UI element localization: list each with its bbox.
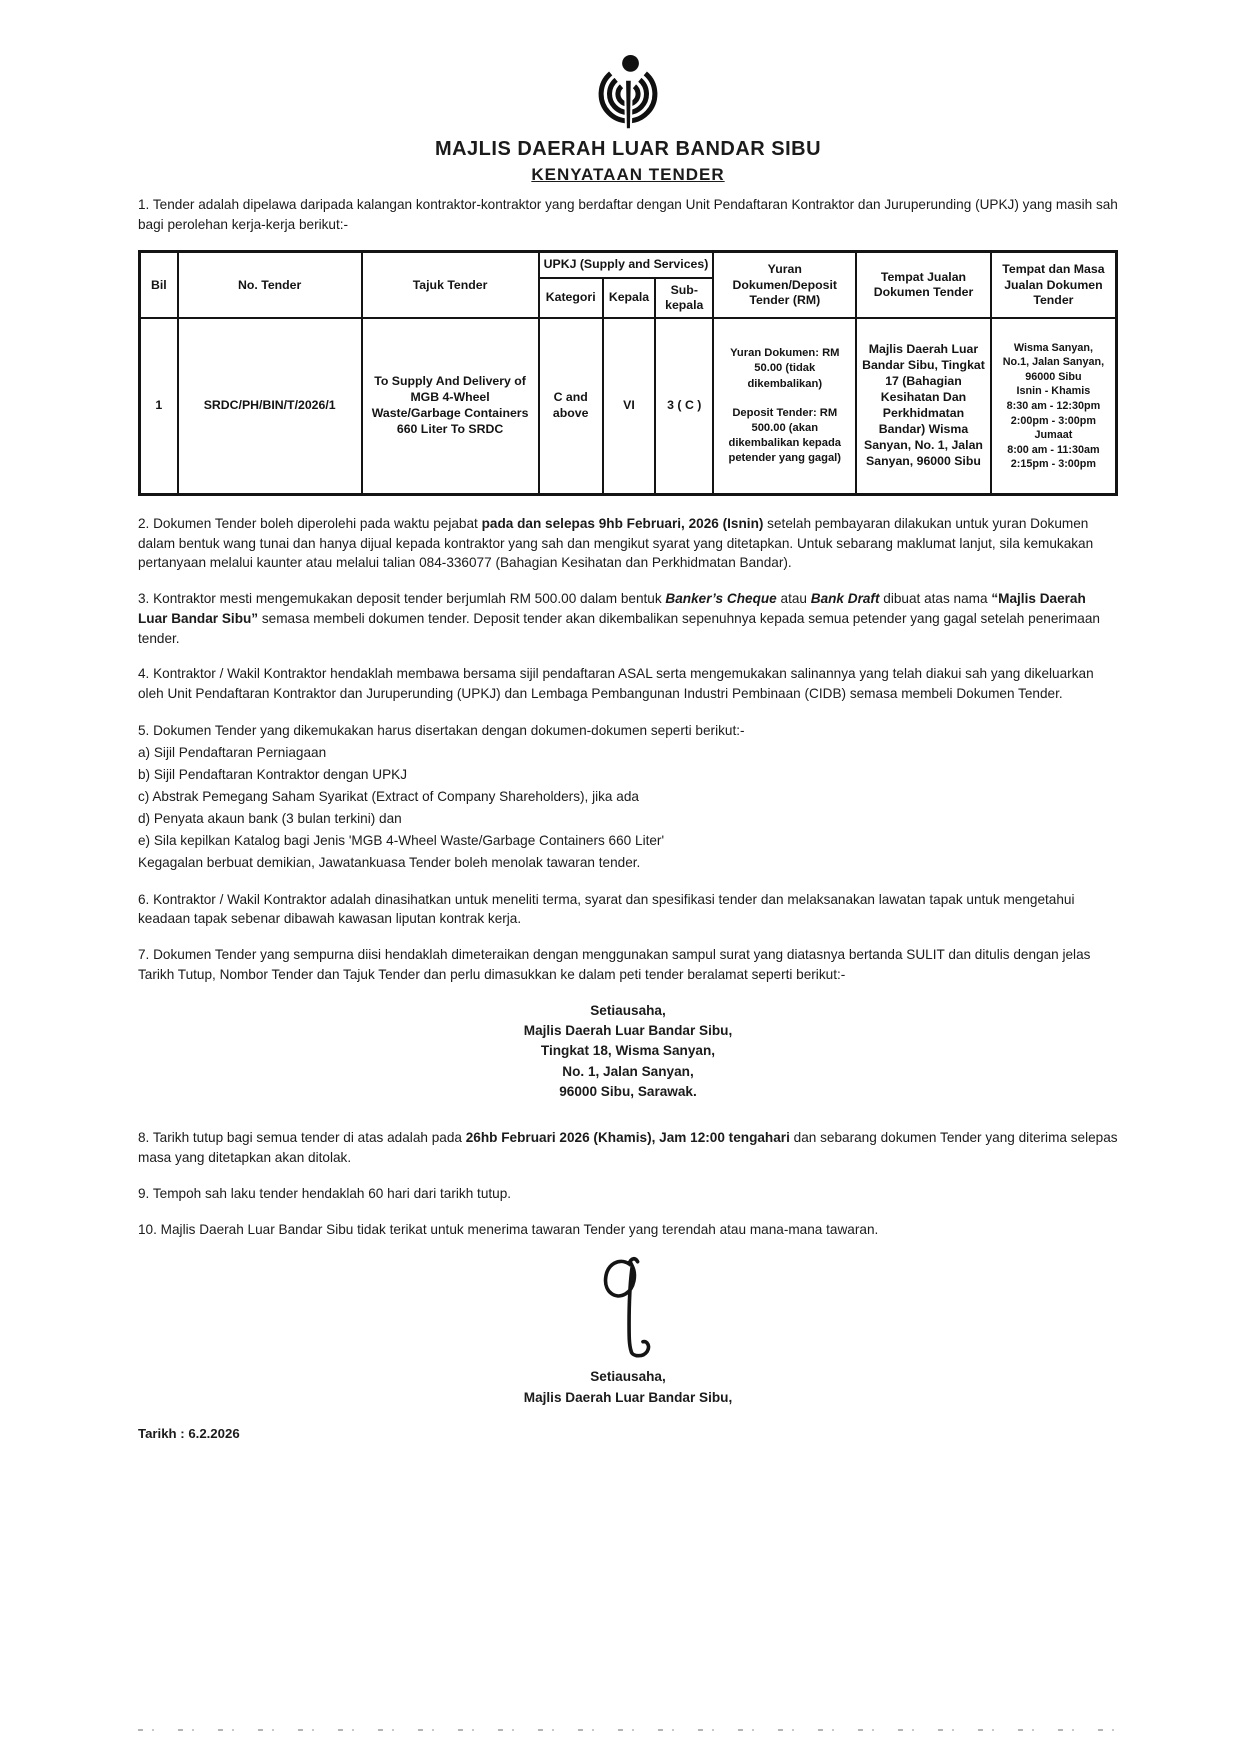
p5-intro: 5. Dokumen Tender yang dikemukakan harus disertakan dengan dokumen-dokumen seperti berikut:- [138, 722, 745, 738]
paragraph-3 [138, 589, 1118, 648]
cell-yuran [713, 318, 856, 494]
date-line: Tarikh : 6.2.2026 [138, 1426, 240, 1442]
col-header-no-tender: No. Tender [178, 252, 362, 319]
list-item-d: d) Penyata akaun bank (3 bulan terkini) dan [138, 810, 402, 826]
paragraph-5 [138, 720, 1118, 874]
col-header-tempat-jualan: Tempat Jualan Dokumen Tender [856, 252, 991, 319]
col-header-bil: Bil [140, 252, 178, 319]
text-run-bold: pada dan selepas 9hb Februari, 2026 (Isnin) [481, 515, 764, 531]
masa-line: 8:00 am - 11:30am [1007, 443, 1100, 456]
spacer [718, 392, 851, 406]
masa-line: 8:30 am - 12:30pm [1006, 399, 1101, 412]
text-run-bold-italic: Banker’s Cheque [665, 591, 777, 607]
cell-kategori: C and above [539, 318, 603, 494]
cell-tempat-jualan: Majlis Daerah Luar Bandar Sibu, Tingkat 17 (Bahagian Kesihatan Dan Perkhidmatan Bandar) Wisma Sanyan, No. 1, Jalan Sanyan, 96000 Sibu [856, 318, 991, 494]
document-title: KENYATAAN TENDER [531, 165, 725, 184]
text-run: dibuat atas nama [879, 591, 992, 607]
masa-line: Jumaat [1034, 429, 1073, 442]
text-run: 2. Dokumen Tender boleh diperolehi pada waktu pejabat [138, 515, 482, 531]
address-line: Setiausaha, [590, 1002, 666, 1018]
address-line: Tingkat 18, Wisma Sanyan, [540, 1043, 716, 1059]
scan-artifact [138, 1729, 1130, 1731]
paragraph-8 [138, 1128, 1118, 1167]
address-line: Majlis Daerah Luar Bandar Sibu, [523, 1022, 733, 1038]
cell-no-tender: SRDC/PH/BIN/T/2026/1 [178, 318, 362, 494]
paragraph-2 [138, 514, 1118, 573]
address-line: 96000 Sibu, Sarawak. [559, 1084, 697, 1100]
paragraph-9: 9. Tempoh sah laku tender hendaklah 60 hari dari tarikh tutup. [138, 1185, 512, 1201]
council-emblem-icon [138, 52, 1118, 136]
tender-box-address [138, 1001, 1118, 1103]
masa-line: 96000 Sibu [1025, 370, 1082, 383]
paragraph-4: 4. Kontraktor / Wakil Kontraktor hendaklah membawa bersama sijil pendaftaran ASAL serta mengemukakan salinannya yang telah diakui sah yang dikeluarkan oleh Unit Pendaftaran Kontraktor dan Juruperunding (UPKJ) dan Lembaga Pembangunan Industri Pembinaan (CIDB) semasa membeli Dokumen Tender. [138, 666, 1094, 701]
table-row [140, 318, 1117, 494]
signatory-org: Majlis Daerah Luar Bandar Sibu, [523, 1389, 733, 1405]
cell-bil: 1 [140, 318, 178, 494]
text-run: 8. Tarikh tutup bagi semua tender di atas adalah pada [138, 1130, 466, 1146]
list-item-b: b) Sijil Pendaftaran Kontraktor dengan UPKJ [138, 766, 408, 782]
cell-kepala: VI [603, 318, 655, 494]
text-run-bold-italic: Bank Draft [810, 591, 880, 607]
org-name: MAJLIS DAERAH LUAR BANDAR SIBU [434, 138, 822, 160]
text-run-bold: “Majlis Daerah Luar Bandar Sibu” [138, 591, 1086, 626]
address-line: No. 1, Jalan Sanyan, [562, 1063, 694, 1079]
paragraph-1: 1. Tender adalah dipelawa daripada kalangan kontraktor-kontraktor yang berdaftar dengan Unit Pendaftaran Kontraktor dan Juruperunding (UPKJ) yang masih sah bagi perolehan kerja-kerja berikut:- [138, 197, 1118, 232]
text-run-bold: 26hb Februari 2026 (Khamis), Jam 12:00 tengahari [465, 1130, 790, 1146]
yuran-dokumen: Yuran Dokumen: RM 50.00 (tidak dikembalikan) [730, 347, 840, 390]
col-header-kategori: Kategori [539, 278, 603, 319]
masa-line: 2:00pm - 3:00pm [1010, 414, 1097, 427]
paragraph-10: 10. Majlis Daerah Luar Bandar Sibu tidak terikat untuk menerima tawaran Tender yang terendah atau mana-mana tawaran. [138, 1221, 879, 1237]
text-run: setelah pembayaran dilakukan untuk yuran Dokumen dalam bentuk wang tunai dan hanya dijual kepada kontraktor yang sah dan mengikut syarat yang ditetapkan. Untuk sebarang maklumat lanjut, sila kemukakan pertanyaan melalui kaunter atau melalui talian 084-336077 (Bahagian Kesihatan dan Perkhidmatan Bandar). [138, 515, 1094, 571]
list-item-c: c) Abstrak Pemegang Saham Syarikat (Extract of Company Shareholders), jika ada [138, 788, 639, 804]
text-run: dan sebarang dokumen Tender yang diterima selepas masa yang ditetapkan akan ditolak. [138, 1130, 1118, 1166]
list-item-a: a) Sijil Pendaftaran Perniagaan [138, 744, 327, 760]
handwritten-signature-icon [596, 1255, 660, 1373]
tender-table [138, 250, 1118, 496]
col-header-tempat-masa: Tempat dan Masa Jualan Dokumen Tender [991, 252, 1117, 319]
p5-warning: Kegagalan berbuat demikian, Jawatankuasa Tender boleh menolak tawaran tender. [138, 854, 641, 870]
signature-zone [138, 1255, 1118, 1408]
col-header-yuran: Yuran Dokumen/Deposit Tender (RM) [713, 252, 856, 319]
text-run: semasa membeli dokumen tender. Deposit tender akan dikembalikan sepenuhnya kepada semua petender yang gagal setelah penerimaan tender. [138, 610, 1100, 646]
text-run: 3. Kontraktor mesti mengemukakan deposit tender berjumlah RM 500.00 dalam bentuk [138, 591, 666, 607]
deposit-tender: Deposit Tender: RM 500.00 (akan dikembalikan kepada petender yang gagal) [728, 406, 842, 464]
col-header-upkj-group: UPKJ (Supply and Services) [539, 252, 714, 278]
masa-line: Wisma Sanyan, [1013, 341, 1093, 354]
signatory-title: Setiausaha, [590, 1369, 666, 1385]
list-item-e: e) Sila kepilkan Katalog bagi Jenis 'MGB 4-Wheel Waste/Garbage Containers 660 Liter' [138, 832, 665, 848]
document-header [138, 52, 1118, 185]
masa-line: 2:15pm - 3:00pm [1010, 458, 1097, 471]
cell-sub-kepala: 3 ( C ) [655, 318, 713, 494]
cell-tempat-masa [991, 318, 1117, 494]
cell-tajuk: To Supply And Delivery of MGB 4-Wheel Waste/Garbage Containers 660 Liter To SRDC [362, 318, 539, 494]
paragraph-6: 6. Kontraktor / Wakil Kontraktor adalah dinasihatkan untuk meneliti terma, syarat dan spesifikasi tender dan melaksanakan lawatan tapak untuk mengetahui keadaan tapak sebenar dibawah kawasan liputan kontrak kerja. [138, 891, 1075, 927]
masa-line: No.1, Jalan Sanyan, [1002, 356, 1105, 369]
col-header-tajuk: Tajuk Tender [362, 252, 539, 319]
masa-line: Isnin - Khamis [1016, 385, 1091, 398]
col-header-sub-kepala: Sub-kepala [655, 278, 713, 319]
paragraph-7: 7. Dokumen Tender yang sempurna diisi hendaklah dimeteraikan dengan menggunakan sampul surat yang diatasnya bertanda SULIT dan ditulis dengan jelas Tarikh Tutup, Nombor Tender dan Tajuk Tender dan perlu dimasukkan ke dalam peti tender beralamat seperti berikut:- [138, 947, 1091, 982]
text-run: atau [776, 591, 811, 607]
col-header-kepala: Kepala [603, 278, 655, 319]
